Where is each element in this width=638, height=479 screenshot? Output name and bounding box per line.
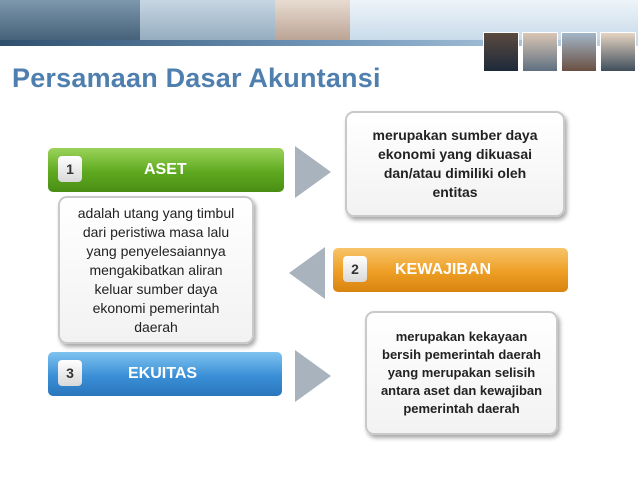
aset-label: ASET	[144, 161, 187, 178]
ekuitas-number-badge: 3	[58, 360, 82, 386]
aset-box	[48, 148, 284, 192]
thumbnail-photo	[561, 32, 597, 72]
page-title: Persamaan Dasar Akuntansi	[12, 63, 381, 93]
ekuitas-description: merupakan kekayaan bersih pemerintah daerah yang merupakan selisih antara aset dan kewajiban pemerintah daerah	[380, 329, 543, 416]
header-thumbnails	[483, 32, 636, 72]
arrow-left-icon	[289, 247, 325, 299]
thumbnail-photo	[483, 32, 519, 72]
thumbnail-photo	[522, 32, 558, 72]
ekuitas-label: EKUITAS	[128, 365, 198, 382]
arrow-right-icon	[295, 350, 331, 402]
kewajiban-description-card	[58, 196, 254, 344]
kewajiban-number-badge: 2	[343, 256, 367, 282]
aset-number-badge: 1	[58, 156, 82, 182]
kewajiban-box	[333, 248, 568, 292]
ekuitas-box	[48, 352, 282, 396]
aset-description-card	[345, 111, 565, 217]
aset-description: merupakan sumber daya ekonomi yang dikuasai dan/atau dimiliki oleh entitas	[372, 127, 538, 200]
arrow-right-icon	[295, 146, 331, 198]
thumbnail-photo	[600, 32, 636, 72]
kewajiban-label: KEWAJIBAN	[395, 261, 492, 278]
ekuitas-description-card	[365, 311, 558, 435]
kewajiban-description: adalah utang yang timbul dari peristiwa masa lalu yang penyelesaiannya mengakibatkan aliran keluar sumber daya ekonomi pemerintah daerah	[77, 204, 235, 335]
